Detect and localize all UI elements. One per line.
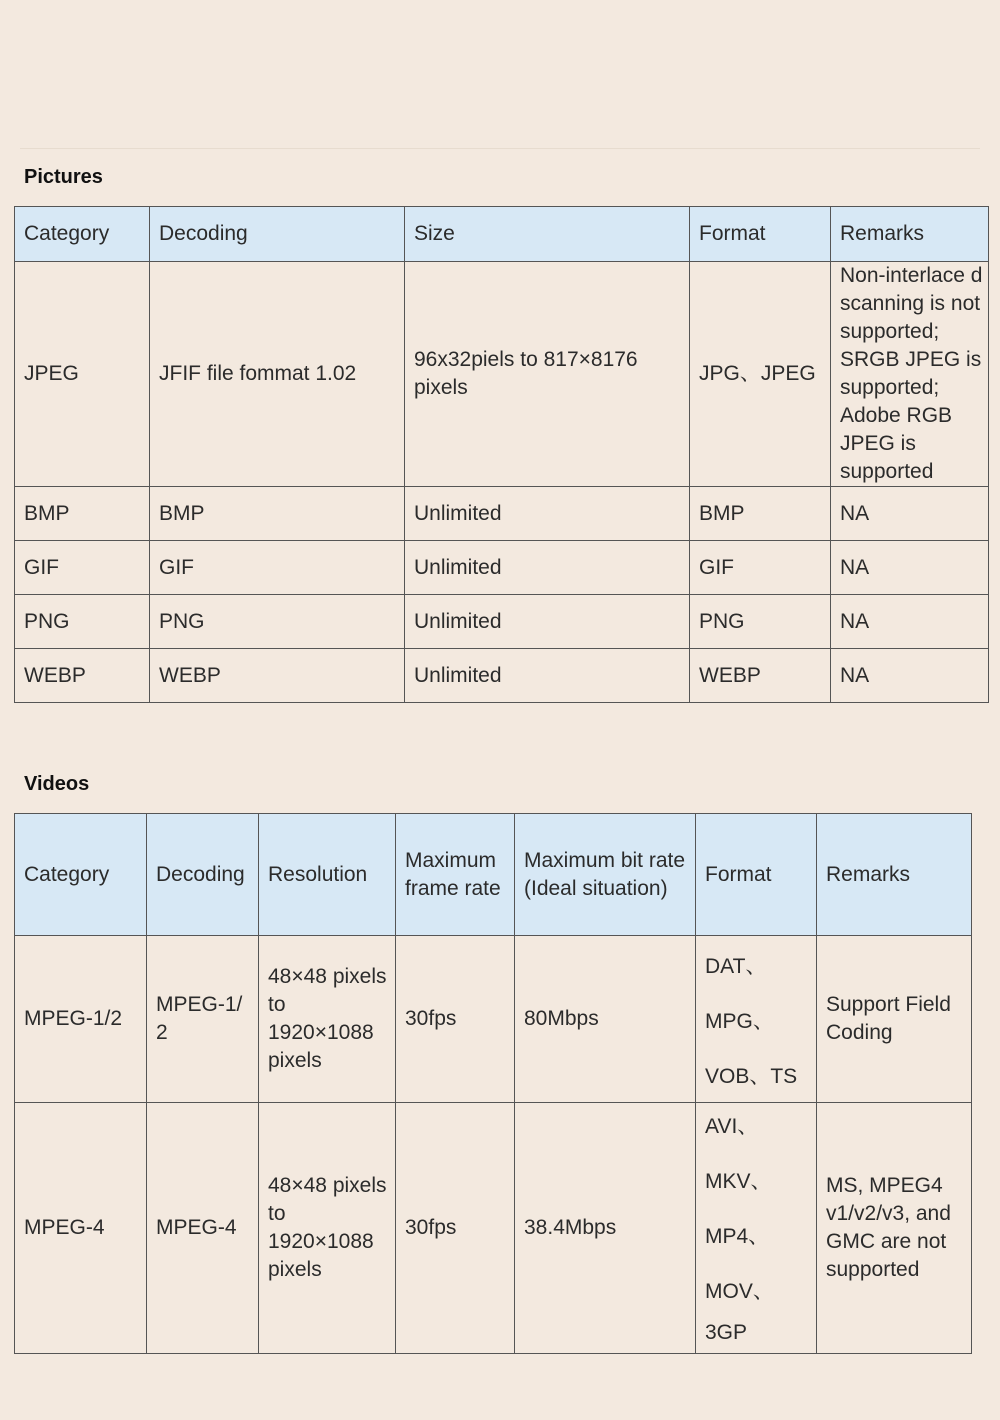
picture-size: Unlimited — [405, 541, 690, 595]
video-resolution: 48×48 pixels to 1920×1088 pixels — [259, 936, 396, 1103]
picture-remarks: NA — [831, 649, 989, 703]
video-category: MPEG-1/2 — [15, 936, 147, 1103]
picture-decoding: WEBP — [150, 649, 405, 703]
videos-header-category: Category — [15, 814, 147, 936]
table-row — [15, 649, 989, 703]
picture-format: PNG — [690, 595, 831, 649]
picture-format: JPG、JPEG — [690, 262, 831, 487]
picture-format: GIF — [690, 541, 831, 595]
video-frame-rate: 30fps — [396, 1103, 515, 1354]
videos-header-format: Format — [696, 814, 817, 936]
pictures-header-category: Category — [15, 207, 150, 262]
picture-size: Unlimited — [405, 649, 690, 703]
table-row — [15, 262, 989, 487]
picture-size: Unlimited — [405, 487, 690, 541]
pictures-header-size: Size — [405, 207, 690, 262]
video-bit-rate: 38.4Mbps — [515, 1103, 696, 1354]
videos-header-resolution: Resolution — [259, 814, 396, 936]
picture-remarks: NA — [831, 595, 989, 649]
video-bit-rate: 80Mbps — [515, 936, 696, 1103]
format-item: MP4、 — [705, 1225, 770, 1248]
video-format — [696, 936, 817, 1103]
picture-category: GIF — [15, 541, 150, 595]
picture-category: PNG — [15, 595, 150, 649]
format-item: MKV、 — [705, 1170, 772, 1193]
format-item: 3GP — [705, 1321, 748, 1344]
picture-format: WEBP — [690, 649, 831, 703]
format-item: DAT、 — [705, 955, 767, 978]
video-remarks: MS, MPEG4 v1/v2/v3, and GMC are not supported — [817, 1103, 972, 1354]
video-category: MPEG-4 — [15, 1103, 147, 1354]
table-row — [15, 595, 989, 649]
videos-header-remarks: Remarks — [817, 814, 972, 936]
videos-title: Videos — [24, 773, 90, 795]
video-frame-rate: 30fps — [396, 936, 515, 1103]
videos-header-row — [15, 814, 972, 936]
video-format — [696, 1103, 817, 1354]
picture-decoding: PNG — [150, 595, 405, 649]
table-row — [15, 487, 989, 541]
video-resolution: 48×48 pixels to 1920×1088 pixels — [259, 1103, 396, 1354]
format-item: VOB、TS — [705, 1065, 798, 1088]
picture-remarks: NA — [831, 487, 989, 541]
videos-table — [14, 813, 972, 1354]
picture-size: Unlimited — [405, 595, 690, 649]
videos-header-frame-rate: Maximum frame rate — [396, 814, 515, 936]
format-item: AVI、 — [705, 1115, 759, 1138]
picture-size: 96x32piels to 817×8176 pixels — [405, 262, 690, 487]
table-row — [15, 1103, 972, 1354]
table-row — [15, 541, 989, 595]
picture-decoding: BMP — [150, 487, 405, 541]
picture-remarks: Non-interlace d scanning is not supported; SRGB JPEG is supported; Adobe RGB JPEG is supported — [831, 262, 989, 487]
picture-category: WEBP — [15, 649, 150, 703]
picture-category: BMP — [15, 487, 150, 541]
top-divider — [20, 148, 980, 149]
pictures-header-row — [15, 207, 989, 262]
pictures-header-decoding: Decoding — [150, 207, 405, 262]
picture-decoding: JFIF file fommat 1.02 — [150, 262, 405, 487]
video-decoding: MPEG-1/ 2 — [147, 936, 259, 1103]
table-row — [15, 936, 972, 1103]
format-item: MOV、 — [705, 1280, 774, 1303]
format-item: MPG、 — [705, 1010, 774, 1033]
video-decoding: MPEG-4 — [147, 1103, 259, 1354]
pictures-header-format: Format — [690, 207, 831, 262]
video-remarks: Support Field Coding — [817, 936, 972, 1103]
picture-format: BMP — [690, 487, 831, 541]
videos-header-bit-rate: Maximum bit rate (Ideal situation) — [515, 814, 696, 936]
pictures-header-remarks: Remarks — [831, 207, 989, 262]
picture-decoding: GIF — [150, 541, 405, 595]
picture-category: JPEG — [15, 262, 150, 487]
pictures-table — [14, 206, 989, 703]
pictures-title: Pictures — [24, 166, 103, 188]
picture-remarks: NA — [831, 541, 989, 595]
videos-header-decoding: Decoding — [147, 814, 259, 936]
